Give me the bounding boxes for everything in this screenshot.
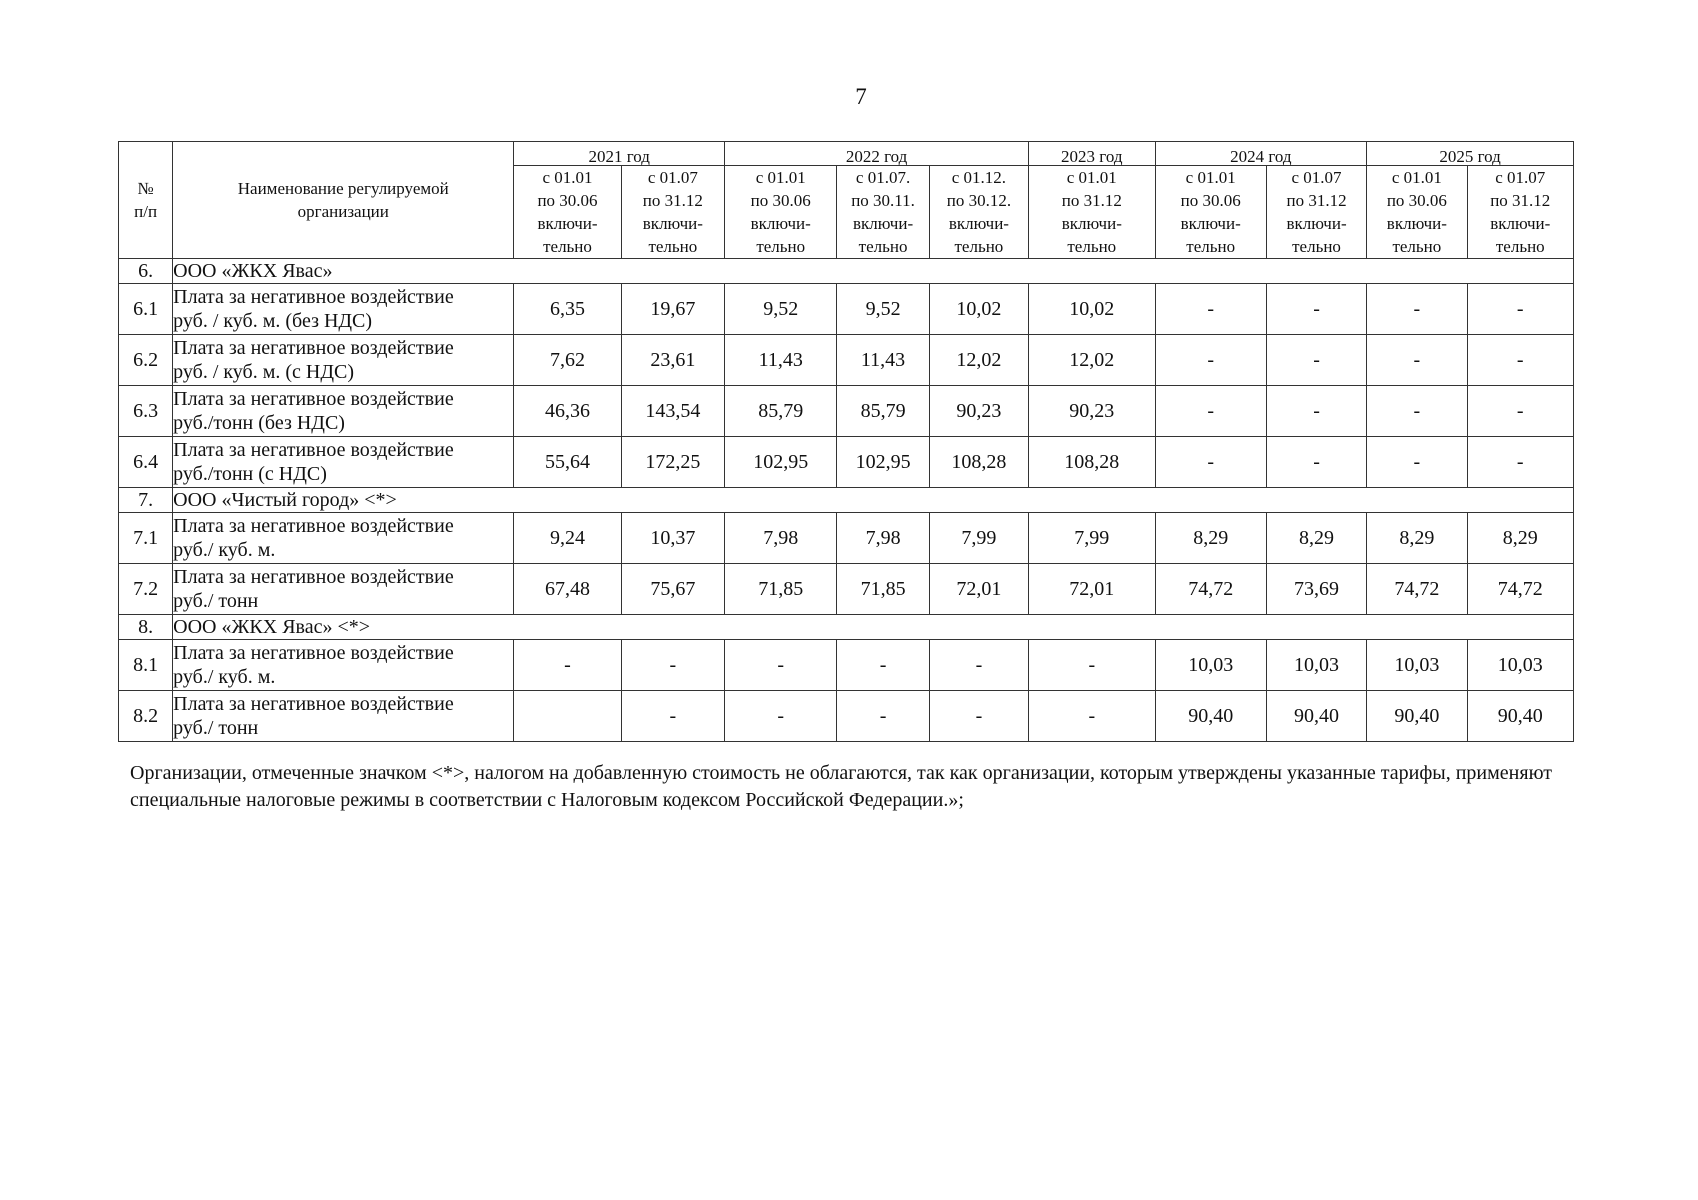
text-line: руб. / куб. м. (с НДС) (173, 361, 355, 383)
section-row (119, 488, 1574, 513)
text-line: по 30.06 (1386, 191, 1447, 210)
tariff-value: - (1029, 640, 1155, 691)
text-line: по 30.06 (1180, 191, 1241, 210)
tariff-value: - (725, 691, 837, 742)
tariff-value: 10,37 (621, 513, 724, 564)
tariff-value: 71,85 (837, 564, 929, 615)
tariff-value: 10,02 (929, 284, 1028, 335)
text-line: руб./тонн (с НДС) (173, 463, 327, 485)
tariff-value: - (1266, 437, 1366, 488)
tariff-value: - (929, 640, 1028, 691)
header-year: 2025 год (1367, 142, 1574, 166)
text-line: включи- (642, 214, 703, 233)
text-line: включи- (1061, 214, 1122, 233)
tariff-value: 90,23 (929, 386, 1028, 437)
text-line: Плата за негативное воздействие (173, 388, 454, 410)
text-line: с 01.07. (855, 168, 911, 187)
header-period (1367, 166, 1467, 259)
tariff-value: - (1155, 335, 1266, 386)
table-row (119, 691, 1574, 742)
tariff-value: 9,24 (514, 513, 621, 564)
header-period (1029, 166, 1155, 259)
row-name (173, 386, 514, 437)
text-line: включи- (537, 214, 598, 233)
text-line: тельно (954, 237, 1004, 256)
tariff-value: - (1266, 386, 1366, 437)
row-name (173, 691, 514, 742)
header-period (725, 166, 837, 259)
tariff-value: 102,95 (837, 437, 929, 488)
text-line: по 31.12 (1490, 191, 1551, 210)
tariff-value: 12,02 (929, 335, 1028, 386)
text-line: тельно (858, 237, 908, 256)
row-number: 8.1 (119, 640, 173, 691)
tariff-value: 85,79 (837, 386, 929, 437)
header-row-years (119, 142, 1574, 166)
tariff-value: 8,29 (1155, 513, 1266, 564)
text-line: тельно (1392, 237, 1442, 256)
tariff-value: - (1367, 284, 1467, 335)
text-line: руб./тонн (без НДС) (173, 412, 345, 434)
row-number: 7.2 (119, 564, 173, 615)
text-line: включи- (852, 214, 914, 233)
table-row (119, 640, 1574, 691)
tariff-value: 74,72 (1367, 564, 1467, 615)
header-num-line: п/п (134, 202, 158, 221)
tariff-value: 102,95 (725, 437, 837, 488)
text-line: Плата за негативное воздействие (173, 515, 454, 537)
tariff-value: - (1367, 335, 1467, 386)
header-period (1266, 166, 1366, 259)
row-number: 6.1 (119, 284, 173, 335)
tariff-value: 7,99 (929, 513, 1028, 564)
tariff-value: 46,36 (514, 386, 621, 437)
tariff-value: 90,40 (1155, 691, 1266, 742)
section-number: 6. (119, 259, 173, 284)
text-line: включи- (750, 214, 811, 233)
tariff-value: 10,03 (1467, 640, 1573, 691)
text-line: с 01.01 (1066, 168, 1117, 187)
header-period (837, 166, 929, 259)
section-row (119, 259, 1574, 284)
header-period (929, 166, 1028, 259)
text-line: Плата за негативное воздействие (173, 337, 454, 359)
text-line: с 01.01 (1185, 168, 1236, 187)
text-line: включи- (1286, 214, 1347, 233)
tariff-value: 67,48 (514, 564, 621, 615)
tariff-value: 72,01 (929, 564, 1028, 615)
page-number: 7 (855, 84, 867, 109)
tariff-value: - (1367, 386, 1467, 437)
tariff-value: 85,79 (725, 386, 837, 437)
text-line: руб./ куб. м. (173, 539, 276, 561)
tariff-value: 12,02 (1029, 335, 1155, 386)
tariff-value: 7,62 (514, 335, 621, 386)
header-num (119, 142, 173, 259)
text-line: по 31.12 (1286, 191, 1347, 210)
header-num-line: № (137, 179, 154, 198)
text-line: по 30.06 (750, 191, 811, 210)
section-title: ООО «ЖКХ Явас» <*> (173, 615, 1574, 640)
section-number: 7. (119, 488, 173, 513)
text-line: тельно (756, 237, 806, 256)
header-year: 2023 год (1029, 142, 1155, 166)
tariff-value: 71,85 (725, 564, 837, 615)
text-line: тельно (543, 237, 592, 256)
tariff-value: 11,43 (837, 335, 929, 386)
text-line: тельно (1292, 237, 1341, 256)
tariff-value: 8,29 (1266, 513, 1366, 564)
header-period (514, 166, 621, 259)
text-line: Плата за негативное воздействие (173, 286, 454, 308)
header-year: 2021 год (514, 142, 725, 166)
text-line: включи- (948, 214, 1009, 233)
tariff-value: - (1029, 691, 1155, 742)
footnote: Организации, отмеченные значком <*>, налогом на добавленную стоимость не облагаются, так как организации, которым утверждены указанные тарифы, применяют специальные налоговые режимы в соответствии с Налоговым кодексом Российской Федерации.»; (130, 762, 1552, 811)
tariff-value: 10,03 (1266, 640, 1366, 691)
text-line: Плата за негативное воздействие (173, 693, 454, 715)
tariff-value: 72,01 (1029, 564, 1155, 615)
table-row (119, 564, 1574, 615)
tariff-value: - (621, 691, 724, 742)
text-line: руб./ куб. м. (173, 666, 276, 688)
text-line: с 01.07 (1291, 168, 1342, 187)
tariff-value: 8,29 (1467, 513, 1573, 564)
text-line: тельно (1495, 237, 1545, 256)
text-line: руб./ тонн (173, 590, 259, 612)
tariff-value: 74,72 (1155, 564, 1266, 615)
tariff-value: 7,98 (837, 513, 929, 564)
row-name (173, 284, 514, 335)
tariff-value: 75,67 (621, 564, 724, 615)
tariff-value: - (1155, 284, 1266, 335)
row-number: 6.3 (119, 386, 173, 437)
section-row (119, 615, 1574, 640)
row-name (173, 437, 514, 488)
text-line: по 31.12 (642, 191, 703, 210)
header-period (1155, 166, 1266, 259)
tariff-value: 8,29 (1367, 513, 1467, 564)
row-name (173, 640, 514, 691)
row-number: 7.1 (119, 513, 173, 564)
tariff-value: - (1467, 284, 1573, 335)
text-line: Плата за негативное воздействие (173, 566, 454, 588)
text-line: с 01.01 (755, 168, 806, 187)
tariff-value: 90,40 (1266, 691, 1366, 742)
tariff-value: - (837, 640, 929, 691)
text-line: с 01.07 (1495, 168, 1546, 187)
tariff-value: 90,40 (1467, 691, 1573, 742)
tariff-value: 23,61 (621, 335, 724, 386)
tariff-value: - (1467, 386, 1573, 437)
header-period (621, 166, 724, 259)
tariff-value (514, 691, 621, 742)
tariff-value: 10,02 (1029, 284, 1155, 335)
tariff-value: - (929, 691, 1028, 742)
text-line: руб./ тонн (173, 717, 259, 739)
tariff-value: 172,25 (621, 437, 724, 488)
tariff-value: 90,23 (1029, 386, 1155, 437)
tariff-value: 108,28 (1029, 437, 1155, 488)
text-line: по 30.12. (946, 191, 1012, 210)
tariff-value: 143,54 (621, 386, 724, 437)
header-year: 2024 год (1155, 142, 1367, 166)
tariff-value: 9,52 (837, 284, 929, 335)
header-period (1467, 166, 1573, 259)
tariff-value: 9,52 (725, 284, 837, 335)
table-row (119, 386, 1574, 437)
header-year: 2022 год (725, 142, 1029, 166)
tariff-value: - (621, 640, 724, 691)
tariff-value: - (1155, 437, 1266, 488)
text-line: по 30.06 (537, 191, 598, 210)
tariff-value: - (725, 640, 837, 691)
tariff-value: 108,28 (929, 437, 1028, 488)
text-line: по 30.11. (851, 191, 915, 210)
tariff-value: 10,03 (1367, 640, 1467, 691)
row-name (173, 513, 514, 564)
section-title: ООО «ЖКХ Явас» (173, 259, 1574, 284)
text-line: Плата за негативное воздействие (173, 642, 454, 664)
tariff-value: - (514, 640, 621, 691)
tariff-value: 55,64 (514, 437, 621, 488)
section-title: ООО «Чистый город» <*> (173, 488, 1574, 513)
tariff-table (118, 141, 1574, 742)
row-name (173, 335, 514, 386)
text-line: тельно (1067, 237, 1117, 256)
text-line: тельно (648, 237, 698, 256)
table-row (119, 284, 1574, 335)
table-row (119, 335, 1574, 386)
text-line: с 01.07 (647, 168, 698, 187)
row-number: 8.2 (119, 691, 173, 742)
text-line: с 01.01 (542, 168, 593, 187)
tariff-value: 7,98 (725, 513, 837, 564)
row-number: 6.2 (119, 335, 173, 386)
tariff-value: - (837, 691, 929, 742)
tariff-value: 10,03 (1155, 640, 1266, 691)
table-row (119, 513, 1574, 564)
text-line: тельно (1186, 237, 1236, 256)
table-row (119, 437, 1574, 488)
text-line: с 01.01 (1391, 168, 1442, 187)
text-line: с 01.12. (951, 168, 1007, 187)
text-line: включи- (1490, 214, 1551, 233)
tariff-value: 6,35 (514, 284, 621, 335)
tariff-value: 7,99 (1029, 513, 1155, 564)
tariff-value: 11,43 (725, 335, 837, 386)
tariff-value: 73,69 (1266, 564, 1366, 615)
tariff-value: - (1367, 437, 1467, 488)
row-number: 6.4 (119, 437, 173, 488)
text-line: включи- (1180, 214, 1241, 233)
text-line: по 31.12 (1061, 191, 1122, 210)
text-line: включи- (1386, 214, 1447, 233)
tariff-value: - (1467, 437, 1573, 488)
tariff-value: - (1155, 386, 1266, 437)
tariff-value: 90,40 (1367, 691, 1467, 742)
tariff-value: - (1266, 335, 1366, 386)
header-name (173, 142, 514, 259)
text-line: руб. / куб. м. (без НДС) (173, 310, 373, 332)
tariff-value: - (1266, 284, 1366, 335)
tariff-value: 74,72 (1467, 564, 1573, 615)
tariff-value: 19,67 (621, 284, 724, 335)
row-name (173, 564, 514, 615)
section-number: 8. (119, 615, 173, 640)
text-line: Плата за негативное воздействие (173, 439, 454, 461)
tariff-value: - (1467, 335, 1573, 386)
header-name-line: Наименование регулируемой (237, 179, 449, 198)
header-name-line: организации (297, 202, 389, 221)
